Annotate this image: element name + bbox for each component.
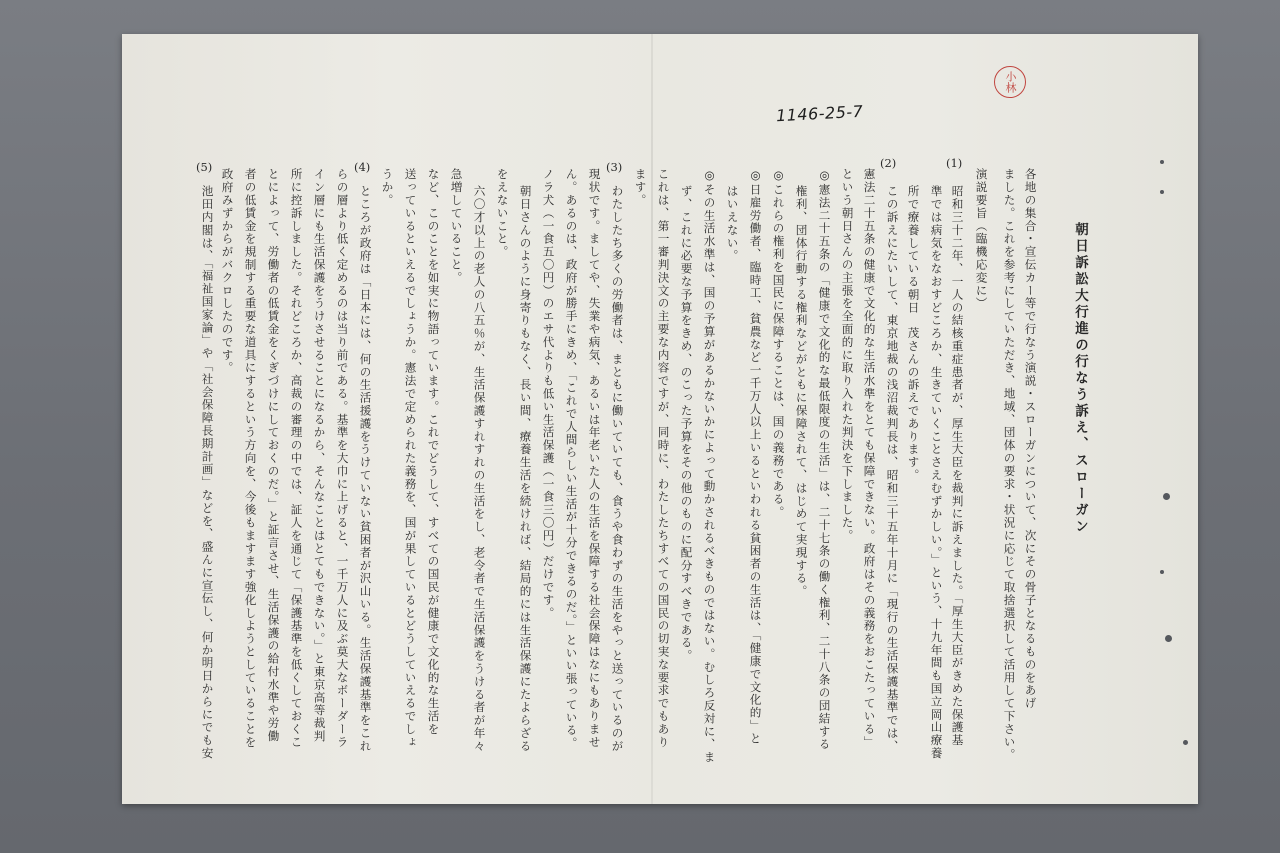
section-line: 昭和三十二年、一人の結核重症患者が、厚生大臣を裁判に訴えました。「厚生大臣がきめた保護基: [950, 185, 965, 747]
intro-line: 各地の集合・宣伝カー等で行なう演説・スローガンについて、次にその骨子となるものをあげ: [1023, 168, 1038, 710]
section-line: これは、第一審判決文の主要な内容ですが、同時に、わたしたちすべての国民の切実な要求でもあり: [656, 168, 671, 749]
section-number: (3): [606, 160, 623, 174]
section-line: 準では病気をなおすどころか、生きていくことさえむずかしい。」という、十九年間も国立岡山療養: [929, 185, 944, 760]
section-number: (2): [880, 156, 897, 170]
binder-hole: [1183, 740, 1188, 745]
section-line: 所に控訴しました。それどころか、高裁の審理の中では、証人を通じて「保護基準を低くしておくこ: [289, 168, 304, 749]
page-fold: [651, 34, 653, 804]
section-line: 現状です。ましてや、失業や病気、あるいは年老いた人の生活を保障する社会保障はなにもありませ: [587, 168, 602, 749]
intro-line: ました。これを参考にしていただき、地域、団体の要求・状況に応じて取捨選択して活用して下さい。: [1002, 168, 1017, 762]
section-line: 権利、団体行動する権利などがともに保障されて、はじめて実現する。: [794, 185, 809, 598]
section-line: 憲法二十五条の健康で文化的な生活水準をとても保障できない。政府はその義務をおこたっている」: [862, 168, 877, 749]
section-line: ます。: [633, 168, 648, 207]
section-line: など、このことを如実に物語っています。これでどうして、すべての国民が健康で文化的な生活を: [426, 168, 441, 736]
section-line: ノラ犬（一食五〇円）のエサ代よりも低い生活保護（一食三〇円）だけです。: [541, 168, 556, 620]
section-line: 政府みずからがバクロしたのです。: [220, 168, 235, 375]
section-line: この訴えにたいして、東京地裁の浅沼裁判長は、昭和三十五年十月に「現行の生活保護基準では、: [885, 185, 900, 753]
section-line: はいえない。: [725, 185, 740, 263]
section-line: 所で療養している朝日 茂さんの訴えであります。: [906, 185, 921, 482]
handwritten-document-number: 1146-25-7: [775, 101, 864, 126]
document-title: 朝日訴訟大行進の行なう訴え、スローガン: [1072, 222, 1088, 536]
section-line: らの層より低く定めるのは当り前である。基準を大巾に上げると、一千万人に及ぶ莫大なボーダーラ: [335, 168, 350, 749]
section-line: とによって、労働者の低賃金をくぎづけにしておくのだ。」と証言させ、生活保護の給付水準や労働: [266, 168, 281, 743]
section-line: ん。あるのは、政府が勝手にきめ、「これで人間らしい生活が十分できるのだ。」といい張っている。: [564, 168, 579, 750]
section-line: ◎憲法二十五条の「健康で文化的な最低限度の生活」は、二十七条の働く権利、二十八条の団結する: [817, 168, 832, 751]
section-line: 急増していること。: [449, 168, 464, 285]
section-line: ◎これらの権利を国民に保障することは、国の義務である。: [771, 168, 786, 519]
section-number: (5): [196, 160, 213, 174]
section-number: (1): [946, 156, 963, 170]
binder-hole: [1160, 570, 1164, 574]
section-line: をえないこと。: [495, 168, 510, 259]
section-line: うか。: [380, 168, 395, 207]
red-seal-stamp: 小林: [994, 66, 1026, 98]
outline-label: 演説要旨（臨機応変に）: [974, 168, 989, 310]
section-line: ◎日雇労働者、臨時工、貧農など一千万人以上いるといわれる貧困者の生活は、「健康で文化的」と: [748, 168, 763, 746]
section-line: 池田内閣は、「福祉国家論」や「社会保障長期計画」などを、盛んに宣伝し、何か明日からにでも安: [200, 185, 215, 760]
section-line: 者の低賃金を規制する重要な道具にするという方向を、今後もますます強化しようとしていることを: [243, 168, 258, 749]
section-line: という朝日さんの主張を全面的に取り入れた判決を下しました。: [840, 168, 855, 543]
section-line: ◎その生活水準は、国の予算があるかないかによって動かされるべきものではない。むしろ反対に、ま: [702, 168, 717, 764]
section-line: 送っているといえるでしょうか。憲法で定められた義務を、国が果しているとどうしていえるでしょ: [403, 168, 418, 749]
binder-hole: [1160, 160, 1164, 164]
binder-hole: [1165, 635, 1172, 642]
section-line: ところが政府は「日本には、何の生活援護をうけていない貧困者が沢山いる。生活保護基準をこれ: [358, 185, 373, 753]
section-line: わたしたち多くの労働者は、まともに働いていても、食うや食わずの生活をやっと送っているのが: [610, 185, 625, 753]
section-line: ず、これに必要な予算をきめ、のこった予算をその他のものに配分すべきである。: [679, 185, 694, 663]
binder-hole: [1160, 190, 1164, 194]
section-number: (4): [354, 160, 371, 174]
section-line: 六〇才以上の老人の八五％が、生活保護すれすれの生活をし、老令者で生活保護をうける者が年々: [472, 185, 487, 753]
section-line: イン層にも生活保護をうけさせることになるから、そんなことはとてもできない。」と東京高等裁判: [312, 168, 327, 743]
binder-hole: [1163, 493, 1170, 500]
section-line: 朝日さんのように身寄りもなく、長い間、療養生活を続ければ、結局的には生活保護にたよらざる: [518, 185, 533, 753]
